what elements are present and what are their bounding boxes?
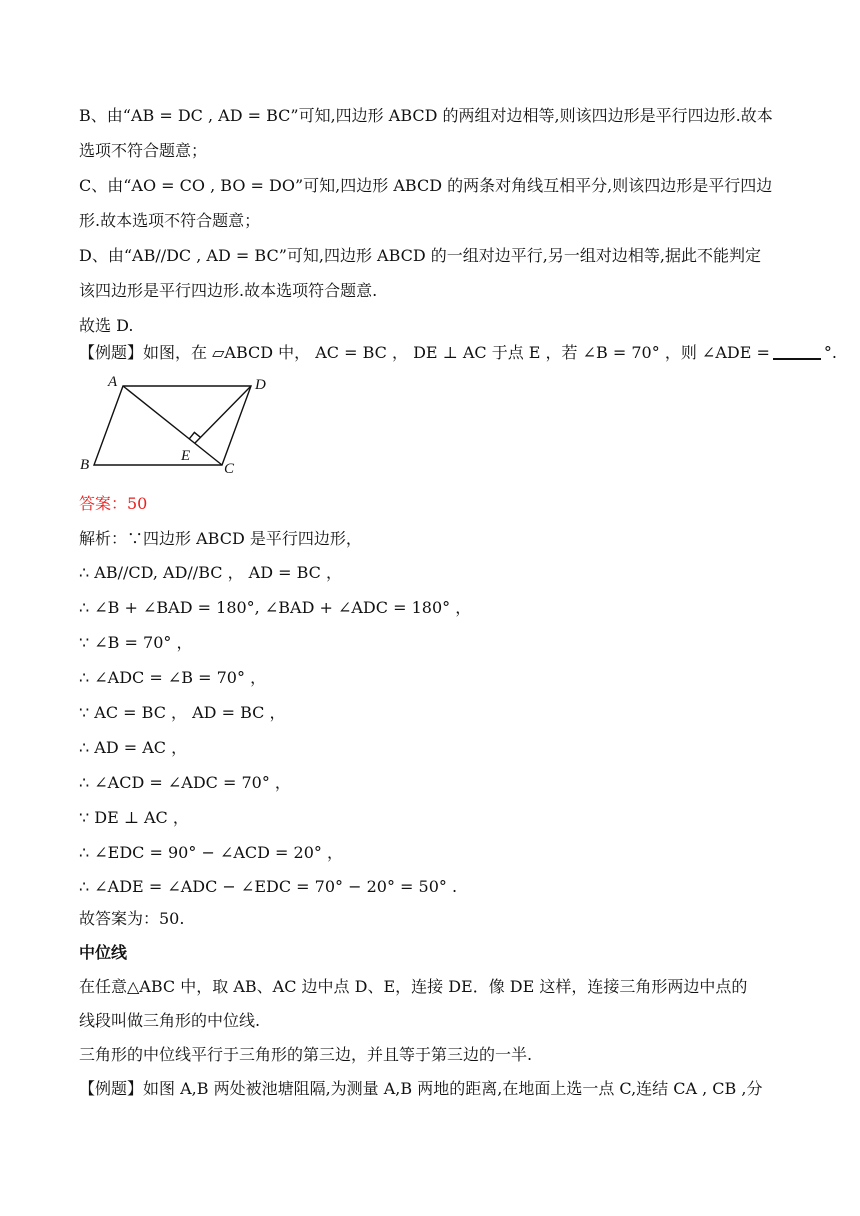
- segment-de: [195, 386, 251, 443]
- midline-definition-line1: 在任意△ABC 中，取 AB、AC 边中点 D、E，连接 DE．像 DE 这样，连接三角形两边中点的: [79, 977, 748, 996]
- label-b: B: [80, 457, 90, 473]
- solution-line-3: ∴ ∠B + ∠BAD = 180°, ∠BAD + ∠ADC = 180° ，: [79, 598, 472, 617]
- solution-line-8: ∴ ∠ACD = ∠ADC = 70° ，: [79, 773, 291, 792]
- solution-line-6: ∵ AC = BC ， AD = BC ，: [79, 703, 286, 722]
- degree-suffix: °.: [823, 343, 837, 362]
- midline-definition-line2: 线段叫做三角形的中位线.: [79, 1011, 261, 1030]
- label-a: A: [108, 374, 118, 390]
- diagonal-ac: [123, 386, 222, 465]
- choice-statement: 故选 D.: [79, 316, 134, 335]
- label-e: E: [181, 448, 191, 464]
- solution-line-12: 故答案为：50.: [79, 909, 185, 928]
- example2-question: 【例题】如图 A,B 两处被池塘阻隔,为测量 A,B 两地的距离,在地面上选一点 C,连结 CA , CB ,分: [79, 1079, 763, 1098]
- solution-line-1: 解析：∵四边形 ABCD 是平行四边形，: [79, 529, 362, 548]
- answer-blank: [773, 344, 821, 360]
- example-question-text: 【例题】如图，在 ▱ABCD 中， AC = BC ， DE ⊥ AC 于点 E ，若 ∠B = 70° ，则 ∠ADE =: [79, 343, 770, 362]
- option-c-line1: C、由“AO = CO , BO = DO”可知,四边形 ABCD 的两条对角线互相平分,则该四边形是平行四边: [79, 176, 773, 195]
- option-d-line1: D、由“AB//DC , AD = BC”可知,四边形 ABCD 的一组对边平行,另一组对边相等,据此不能判定: [79, 246, 761, 265]
- option-b-line2: 选项不符合题意；: [79, 141, 208, 160]
- parallelogram-figure: [78, 372, 298, 480]
- section-title: 中位线: [79, 943, 128, 962]
- solution-line-10: ∴ ∠EDC = 90° − ∠ACD = 20° ，: [79, 843, 343, 862]
- right-angle-mark: [190, 432, 201, 438]
- option-c-line2: 形.故本选项不符合题意；: [79, 211, 261, 230]
- answer-line: 答案：50: [79, 494, 148, 513]
- midline-theorem: 三角形的中位线平行于三角形的第三边，并且等于第三边的一半.: [79, 1045, 533, 1064]
- solution-line-7: ∴ AD = AC ，: [79, 738, 188, 757]
- label-c: C: [224, 461, 235, 477]
- option-b-line1: B、由“AB = DC , AD = BC”可知,四边形 ABCD 的两组对边相等,则该四边形是平行四边形.故本: [79, 106, 773, 125]
- solution-line-9: ∵ DE ⊥ AC ，: [79, 808, 189, 827]
- option-d-line2: 该四边形是平行四边形.故本选项符合题意.: [79, 281, 378, 300]
- example-question: [79, 343, 837, 363]
- solution-line-4: ∵ ∠B = 70° ，: [79, 633, 193, 652]
- solution-line-5: ∴ ∠ADC = ∠B = 70° ，: [79, 668, 267, 687]
- solution-line-2: ∴ AB//CD, AD//BC ， AD = BC ，: [79, 563, 343, 582]
- solution-line-11: ∴ ∠ADE = ∠ADC − ∠EDC = 70° − 20° = 50° .: [79, 877, 458, 896]
- label-d: D: [255, 377, 266, 393]
